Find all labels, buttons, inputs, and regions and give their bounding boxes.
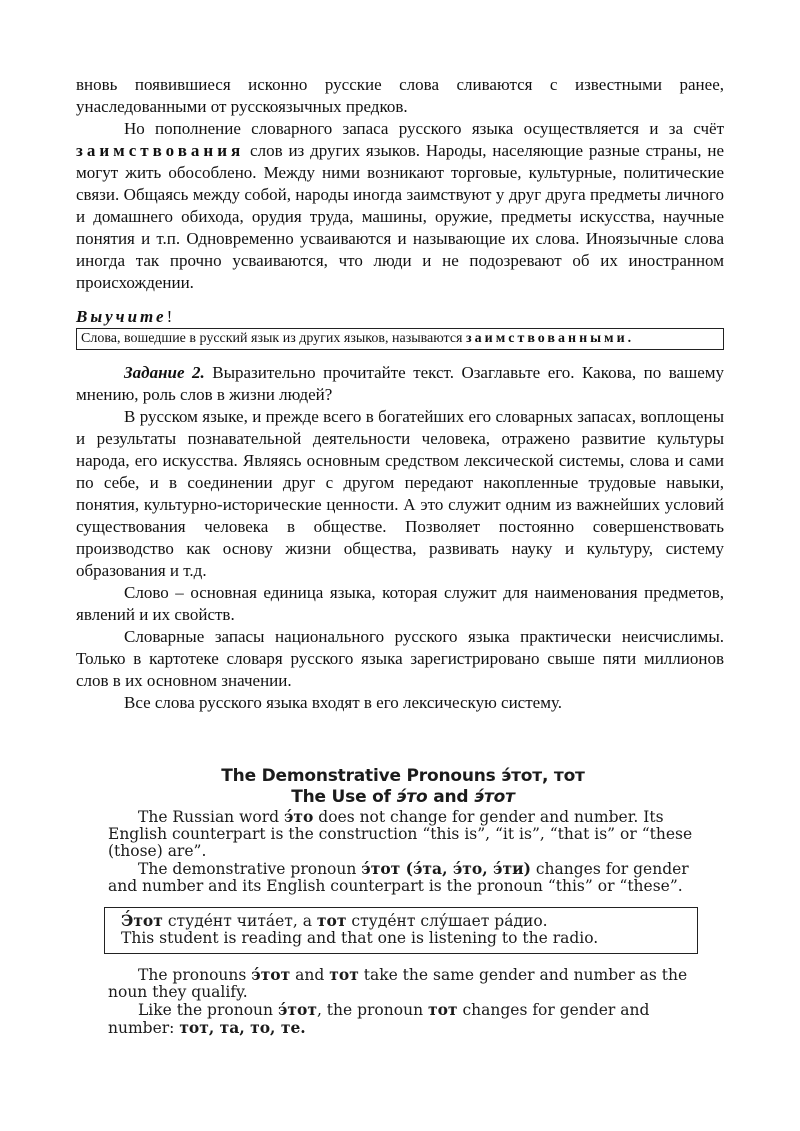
text-run: changes for gender and number and its English counterpart is the pronoun “this” or “these”. bbox=[108, 860, 689, 895]
task-paragraph: Слово – основная единица языка, которая служит для наименования предметов, явлений и их свойств. bbox=[76, 583, 724, 624]
rule-term: заимствованными. bbox=[466, 331, 635, 346]
subheading-part: The Use of bbox=[291, 787, 397, 807]
rule-text: Слова, вошедшие в русский язык из других языков, называются bbox=[81, 331, 466, 346]
text-run-bold: Э́тот bbox=[121, 911, 163, 930]
text-run: , the pronoun bbox=[316, 1001, 428, 1019]
task-label: Задание 2. bbox=[124, 363, 205, 382]
text-run: студе́нт чита́ет, а bbox=[162, 912, 317, 930]
text-run-bold: э́тот (э́та, э́то, э́ти) bbox=[361, 859, 531, 878]
text-run: and bbox=[290, 966, 330, 984]
grammar-paragraph-1 bbox=[108, 808, 698, 860]
text-run-bold: э́тот bbox=[251, 965, 291, 984]
text-run-bold: тот bbox=[427, 1000, 458, 1019]
learn-heading-mark: ! bbox=[166, 307, 173, 326]
text-run: take the same gender and number as the noun they qualify. bbox=[108, 966, 688, 1001]
grammar-subheading bbox=[108, 787, 698, 808]
term-borrowing: заимствования bbox=[76, 141, 245, 160]
learn-heading-text: Выучите bbox=[76, 307, 167, 326]
text-run: The Russian word bbox=[138, 808, 284, 826]
example-english: This student is reading and that one is listening to the radio. bbox=[121, 929, 599, 947]
subheading-part: and bbox=[427, 787, 475, 807]
text-run-bold: тот bbox=[329, 965, 359, 984]
paragraph-borrowing-rest: слов из других языков. Народы, населяющие разные страны, не могут жить обособлено. Между ними возникают торговые, культурные, политические связи. Общаясь между собой, народы иногда заимствуют у друг друга предметы личного и домашнего обихода, орудия труда, машины, оружие, предметы искусства, научные понятия и т.п. Одновременно усваиваются и называющие их слова. Иноязычные слова иногда так прочно усваиваются, что люди и не подозревают об их иностранном происхождении. bbox=[76, 141, 724, 292]
text-run: does not change for gender and number. Its English counterpart is the construction “this is”, “it is”, “that is” or “these (those) are”. bbox=[108, 808, 693, 860]
text-run: студе́нт слу́шает ра́дио. bbox=[346, 912, 548, 930]
task-instruction-text: Выразительно прочитайте текст. Озаглавьте его. Какова, по вашему мнению, роль слов в жизни людей? bbox=[76, 363, 724, 404]
text-run: The demonstrative pronoun bbox=[138, 860, 362, 878]
document-page bbox=[76, 74, 724, 714]
paragraph-borrowing-start: Но пополнение словарного запаса русского языка осуществляется и за счёт bbox=[124, 119, 724, 138]
text-run-bold: тот bbox=[316, 911, 347, 930]
rule-box bbox=[76, 328, 724, 350]
subheading-word-eto: э́то bbox=[396, 787, 428, 807]
text-run-bold: тот, та, то, те. bbox=[179, 1018, 306, 1037]
subheading-word-etot: э́тот bbox=[474, 787, 515, 807]
task-paragraph: Все слова русского языка входят в его лексическую систему. bbox=[124, 693, 562, 712]
text-run: Like the pronoun bbox=[138, 1001, 278, 1019]
paragraph-continuation: вновь появившиеся исконно русские слова сливаются с известными ранее, унаследованными от русскоязычных предков. bbox=[76, 75, 724, 116]
text-run: The pronouns bbox=[138, 966, 252, 984]
grammar-paragraph-3 bbox=[108, 966, 698, 1001]
example-box bbox=[104, 907, 698, 954]
text-run: changes for gender and number: bbox=[108, 1001, 650, 1037]
grammar-heading: The Demonstrative Pronouns э́тот, тот bbox=[221, 766, 585, 786]
example-russian bbox=[121, 912, 687, 930]
paragraph-borrowing bbox=[76, 118, 724, 294]
task-instruction bbox=[76, 362, 724, 406]
grammar-paragraph-4 bbox=[108, 1001, 698, 1037]
learn-heading bbox=[76, 306, 724, 328]
text-run-bold: э́тот bbox=[277, 1000, 317, 1019]
task-paragraph: Словарные запасы национального русского языка практически неисчислимы. Только в картотеке словаря русского языка зарегистрировано свыше пяти миллионов слов в их основном значении. bbox=[76, 627, 724, 690]
text-run-bold: э́то bbox=[283, 807, 314, 826]
grammar-paragraph-2 bbox=[108, 860, 698, 895]
task-paragraph: В русском языке, и прежде всего в богатейших его словарных запасах, воплощены и результаты познавательной деятельности человека, отражено развитие культуры народа, его искусства. Являясь основным средством лексической системы, слова и сами по себе, и в соединении друг с другом передают накопленные трудовые навыки, понятия, культурно-исторические ценности. А это служит одним из важнейших условий существования человека в обществе. Позволяет постоянно совершенствовать производство как основу жизни общества, развивать науку и культуру, систему образования и т.д. bbox=[76, 407, 724, 580]
scanned-grammar-section bbox=[108, 766, 698, 1037]
